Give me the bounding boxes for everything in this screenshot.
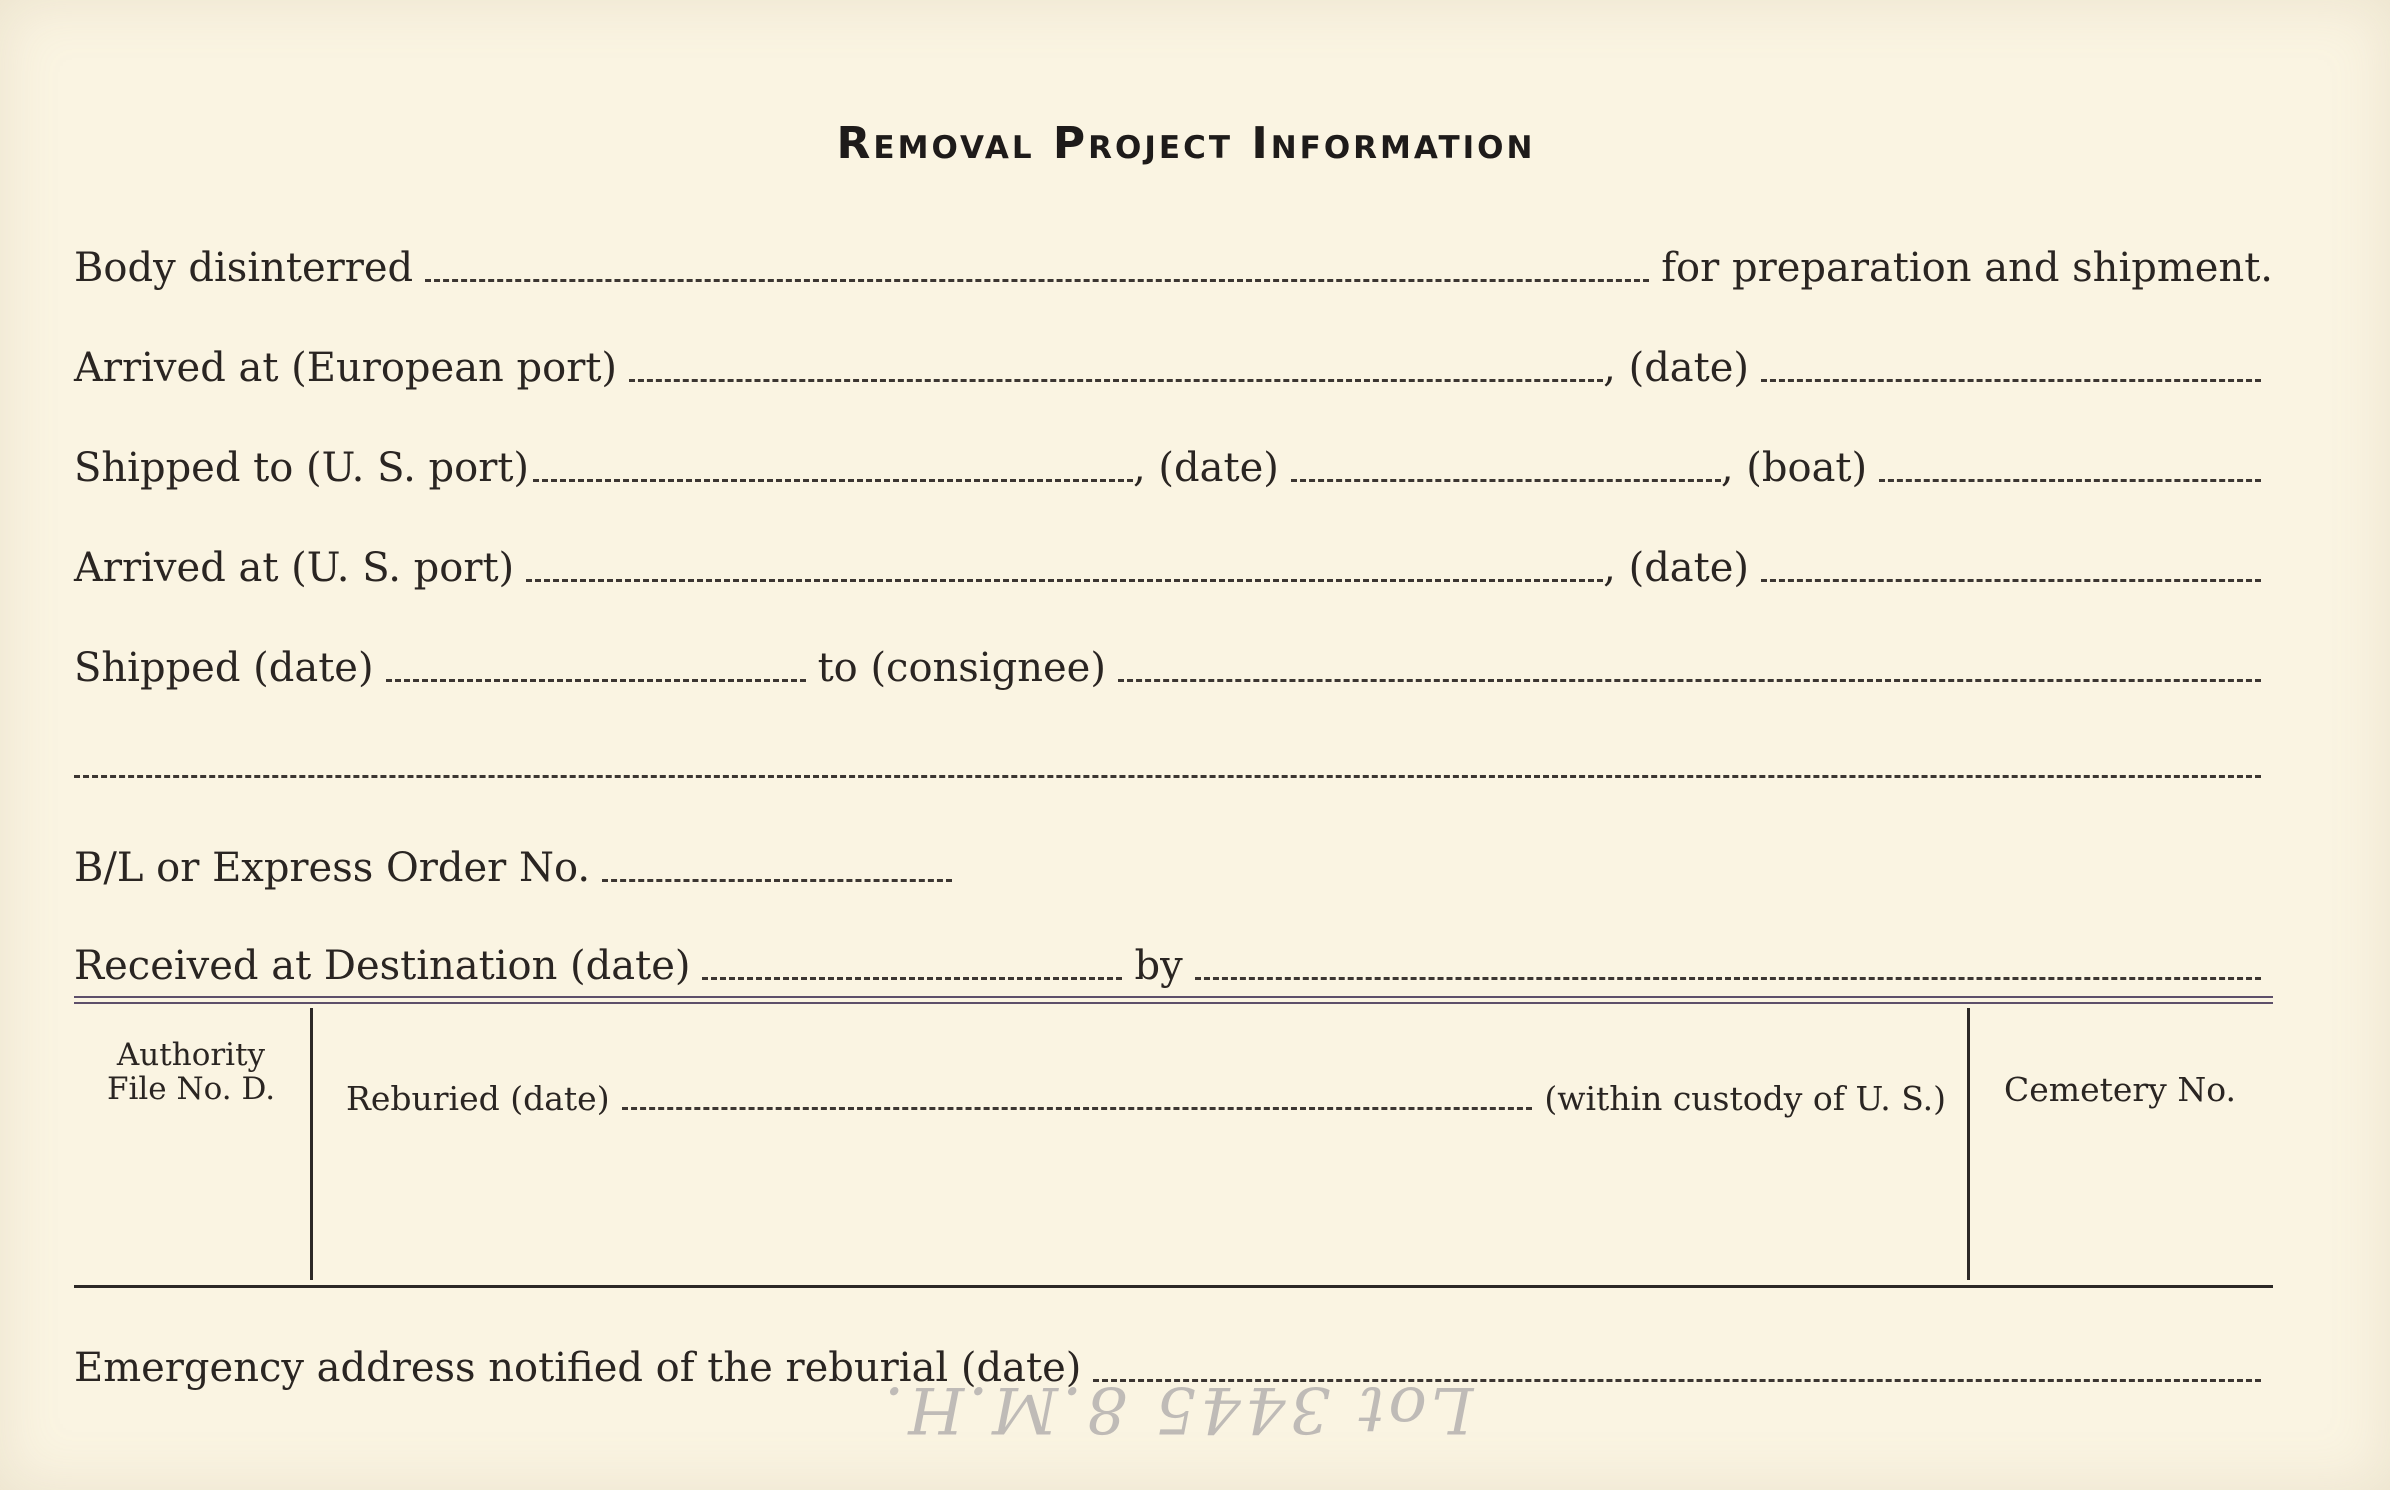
- european-date-label: , (date): [1603, 345, 1749, 391]
- shipped-us-row: [74, 432, 2273, 492]
- reburied-label: Reburied (date): [346, 1079, 610, 1118]
- boat-field[interactable]: [1879, 479, 2261, 482]
- reburied-row: [346, 1060, 1946, 1120]
- shipped-us-date-field[interactable]: [1291, 479, 1721, 482]
- table-divider-right: [1967, 1008, 1970, 1280]
- consignee-continuation-field[interactable]: [74, 775, 2261, 778]
- by-label: by: [1134, 943, 1183, 989]
- arrived-european-row: [74, 332, 2273, 392]
- preparation-shipment-label: for preparation and shipment.: [1661, 245, 2273, 291]
- shipped-date-label: , (date): [1133, 445, 1279, 491]
- body-disinterred-label: Body disinterred: [74, 245, 414, 291]
- consignee-field[interactable]: [1118, 679, 2261, 682]
- double-rule: [74, 996, 2273, 1004]
- form-title: Removal Project Information: [836, 118, 1536, 169]
- bl-order-row: [74, 832, 2273, 892]
- table-bottom-rule: [74, 1285, 2273, 1288]
- consignee-label: to (consignee): [817, 645, 1106, 691]
- body-disinterred-field[interactable]: [425, 279, 1649, 282]
- arrived-us-label: Arrived at (U. S. port): [74, 545, 515, 591]
- bl-order-label: B/L or Express Order No.: [74, 845, 591, 891]
- us-port-field[interactable]: [533, 479, 1133, 482]
- reburied-date-field[interactable]: [622, 1107, 1533, 1110]
- body-disinterred-row: [74, 232, 2273, 292]
- received-date-field[interactable]: [702, 977, 1122, 980]
- custody-label: (within custody of U. S.): [1544, 1079, 1946, 1118]
- shipped-date-field[interactable]: [386, 679, 806, 682]
- arrived-us-date-field[interactable]: [1761, 579, 2261, 582]
- received-label: Received at Destination (date): [74, 943, 691, 989]
- arrived-us-date-label: , (date): [1603, 545, 1749, 591]
- received-by-field[interactable]: [1195, 977, 2261, 980]
- shipped-date-label-2: Shipped (date): [74, 645, 374, 691]
- european-date-field[interactable]: [1761, 379, 2261, 382]
- arrived-us-row: [74, 532, 2273, 592]
- arrived-us-port-field[interactable]: [526, 579, 1603, 582]
- shipped-us-label: Shipped to (U. S. port): [74, 445, 529, 491]
- emergency-label: Emergency address notified of the reburial (date): [74, 1345, 1082, 1391]
- authority-label: Authority: [116, 1037, 266, 1073]
- arrived-european-label: Arrived at (European port): [74, 345, 618, 391]
- boat-label: , (boat): [1720, 445, 1868, 491]
- shipped-consignee-row: [74, 632, 2273, 692]
- authority-file-cell: [80, 1038, 302, 1106]
- received-row: [74, 930, 2273, 990]
- bl-order-field[interactable]: [602, 879, 952, 882]
- cemetery-no-label: Cemetery No.: [2004, 1070, 2236, 1109]
- consignee-continuation-row: [74, 728, 2273, 788]
- european-port-field[interactable]: [629, 379, 1603, 382]
- table-divider-left: [310, 1008, 313, 1280]
- handwritten-note: Lot 3445 8.M.H.: [880, 1372, 1474, 1446]
- file-no-label: File No. D.: [106, 1071, 276, 1107]
